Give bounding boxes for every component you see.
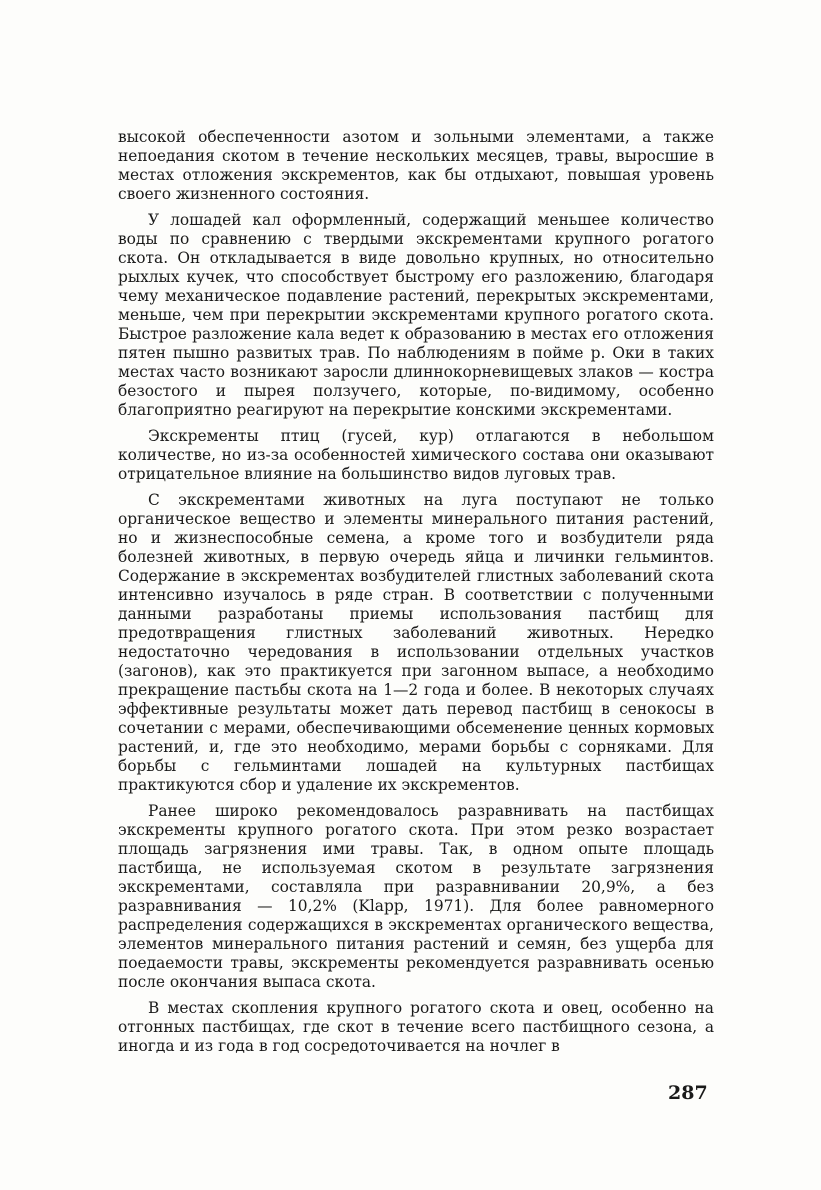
body-text	[118, 128, 714, 1063]
paragraph-4: С экскрементами животных на луга поступают не только органическое вещество и элементы минерального питания растений, но и жизнеспособные семена, а кроме того и возбудители ряда болезней животных, в первую очередь яйца и личинки гельминтов. Содержание в экскрементах возбудителей глистных заболеваний скота интенсивно изучалось в ряде стран. В соответствии с полученными данными разработаны приемы использования пастбищ для предотвращения глистных заболеваний животных. Нередко недостаточно чередования в использовании отдельных участков (загонов), как это практикуется при загонном выпасе, а необходимо прекращение пастьбы скота на 1—2 года и более. В некоторых случаях эффективные результаты может дать перевод пастбищ в сенокосы в сочетании с мерами, обеспечивающими обсеменение ценных кормовых растений, и, где это необходимо, мерами борьбы с сорняками. Для борьбы с гельминтами лошадей на культурных пастбищах практикуются сбор и удаление их экскрементов.	[118, 491, 714, 794]
paragraph-1: высокой обеспеченности азотом и зольными элементами, а также непоедания скотом в течение нескольких месяцев, травы, выросшие в местах отложения экскрементов, как бы отдыхают, повышая уровень своего жизненного состояния.	[118, 128, 714, 203]
paragraph-2: У лошадей кал оформленный, содержащий меньшее количество воды по сравнению с твердыми экскрементами крупного рогатого скота. Он откладывается в виде довольно крупных, но относительно рыхлых кучек, что способствует быстрому его разложению, благодаря чему механическое подавление растений, перекрытых экскрементами, меньше, чем при перекрытии экскрементами крупного рогатого скота. Быстрое разложение кала ведет к образованию в местах его отложения пятен пышно развитых трав. По наблюдениям в пойме р. Оки в таких местах часто возникают заросли длиннокорневищевых злаков — костра безостого и пырея ползучего, которые, по-видимому, особенно благоприятно реагируют на перекрытие конскими экскрементами.	[118, 211, 714, 419]
paragraph-3: Экскременты птиц (гусей, кур) отлагаются в небольшом количестве, но из-за особенностей химического состава они оказывают отрицательное влияние на большинство видов луговых трав.	[118, 427, 714, 483]
paragraph-6: В местах скопления крупного рогатого скота и овец, особенно на отгонных пастбищах, где скот в течение всего пастбищного сезона, а иногда и из года в год сосредоточивается на ночлег в	[118, 999, 714, 1055]
paragraph-5: Ранее широко рекомендовалось разравнивать на пастбищах экскременты крупного рогатого скота. При этом резко возрастает площадь загрязнения ими травы. Так, в одном опыте площадь пастбища, не используемая скотом в результате загрязнения экскрементами, составляла при разравнивании 20,9%, а без разравнивания — 10,2% (Klapp, 1971). Для более равномерного распределения содержащихся в экскрементах органического вещества, элементов минерального питания растений и семян, без ущерба для поедаемости травы, экскременты рекомендуется разравнивать осенью после окончания выпаса скота.	[118, 802, 714, 991]
page-number: 287	[668, 1082, 708, 1104]
